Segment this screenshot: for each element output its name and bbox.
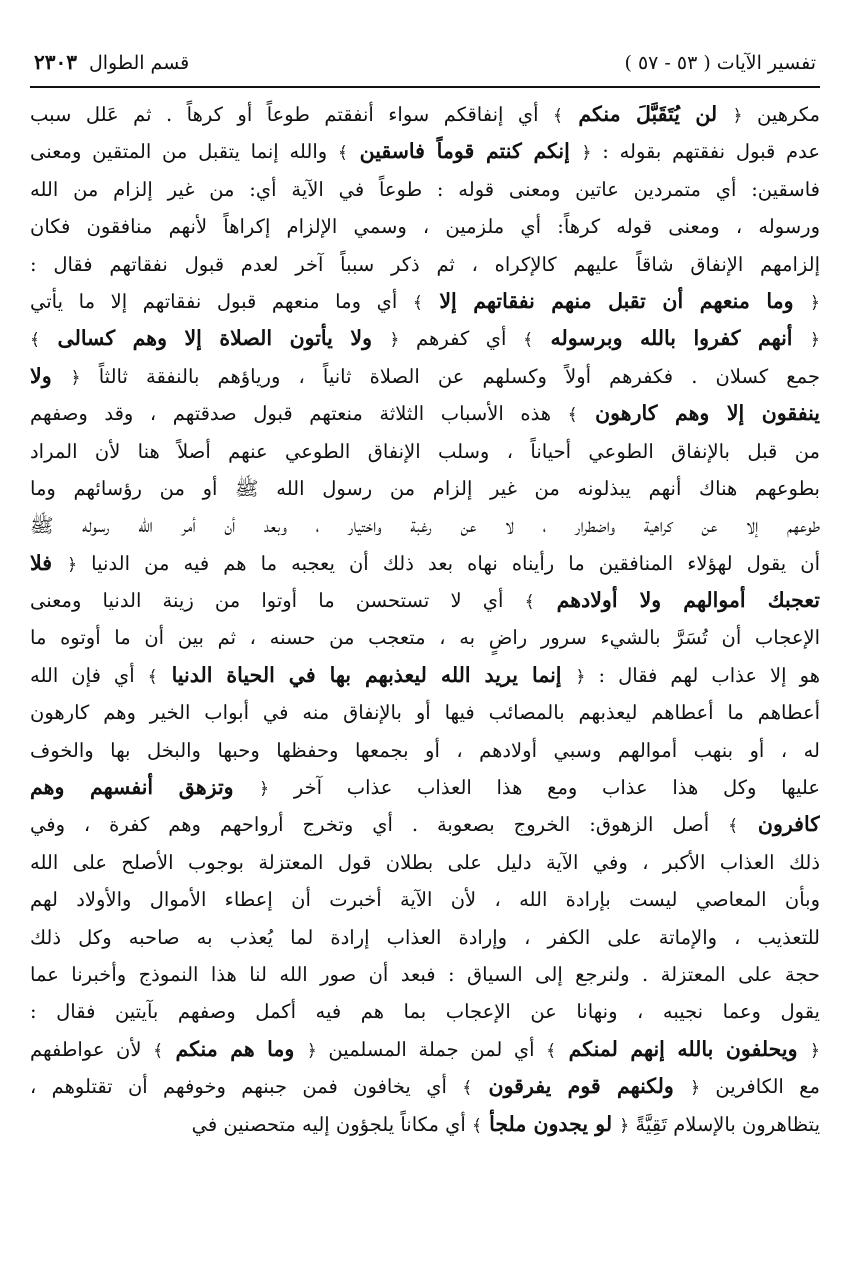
commentary-segment: بطوعهم هناك أنهم يبذلونه من غير إلزام من رسول الله ﷺ أو من رؤسائهم وما [30,476,820,500]
section-title: قسم الطوال [88,52,190,74]
commentary-segment: عدم قبول نفقتهم بقوله : [591,140,820,164]
commentary-segment: هذه الأسباب الثلاثة منعتهم قبول صدقتهم ، وقد وصفهم [30,402,568,426]
commentary-segment: مع الكافرين [700,1075,820,1099]
ornate-bracket: ﴿ [67,554,78,575]
page-number: ٢٣٠٣ [34,50,77,74]
text-line [30,806,820,843]
ornate-bracket: ﴾ [412,292,423,313]
quran-quote: لو يجدون ملجأ [481,1111,620,1136]
commentary-segment: لأن عواطفهم [30,1037,154,1061]
commentary-segment: والله إنما يتقبل من المتقين ومعنى [30,140,338,164]
running-title: تفسير الآيات ( ٥٣ - ٥٧ ) [624,52,816,74]
quran-quote: وما منعهم أن تقبل منهم نفقاتهم إلا [422,288,811,313]
ornate-bracket: ﴾ [553,106,564,126]
text-line [30,993,820,1030]
commentary-segment: أصل الزهوق: الخروج بصعوبة . أي وتخرج أرواحهم وهم كفرة ، وفي [30,813,729,837]
ornate-bracket: ﴾ [523,330,534,351]
text-line [30,844,820,881]
ornate-bracket: ﴾ [153,1040,164,1061]
text-line [30,1031,820,1068]
text-line [30,433,820,470]
commentary-segment: أي وما منعهم قبول نفقاتهم إلا ما يأتي [30,289,413,313]
quran-quote: وما هم منكم [163,1036,307,1061]
ornate-bracket: ﴿ [259,779,270,800]
text-line [30,470,820,507]
ornate-bracket: ﴾ [546,1040,557,1061]
text-line [30,358,820,395]
commentary-segment: مكرهين [742,103,820,126]
ornate-bracket: ﴿ [389,330,400,351]
ornate-bracket: ﴿ [732,106,743,126]
quran-quote: إنكم كنتم قوماً فاسقين [347,139,582,164]
text-line [30,545,820,582]
ornate-bracket: ﴾ [567,405,578,426]
text-line [30,133,820,170]
commentary-segment: للتعذيب ، والإماتة على الكفر ، وإرادة العذاب إرادة لما يُعذب به صاحبه وكل ذلك [30,925,820,949]
text-line [30,732,820,769]
commentary-segment: يقول وعما نجيبه ، ونهانا عن الإعجاب بما هم فيه أكمل وصفهم بآيتين فقال : [30,1000,820,1024]
ornate-bracket: ﴾ [471,1115,482,1136]
ornate-bracket: ﴾ [30,330,40,351]
quran-quote: وتزهق أنفسهم وهم [30,775,260,800]
text-line [30,507,820,544]
header-divider [30,86,820,88]
commentary-segment: أي كفرهم [399,327,524,351]
quran-quote: ولا [30,363,71,388]
commentary-segment: ورسوله ، ومعنى قوله كرهاً: أي ملزمين ، وسمي الإلزام إكراهاً لأنهم منافقون فكان [30,215,820,239]
commentary-segment: يتظاهرون بالإسلام تَقِيَّةً [629,1112,820,1136]
commentary-segment: أي مكاناً يلجؤون إليه متحصنين في [191,1112,472,1136]
commentary-segment: حجة على المعتزلة . ولنرجع إلى السياق : فبعد أن صور الله لنا هذا النموذج وأخبرنا عما [30,962,820,986]
ornate-bracket: ﴿ [810,330,820,351]
commentary-segment: هو إلا عذاب لهم فقال : [585,663,820,687]
commentary-segment: أي إنفاقكم سواء أنفقتم طوعاً أو كرهاً . ثم عَلل سبب [30,103,554,126]
quran-quote: أنهم كفروا بالله وبرسوله [533,326,811,351]
text-line [30,956,820,993]
ornate-bracket: ﴾ [524,592,535,613]
quran-quote: ولكنهم قوم يفرقون [472,1074,691,1099]
text-line [30,1068,820,1105]
commentary-segment: أي فإن الله [30,663,148,687]
commentary-segment: عليها وكل هذا عذاب ومع هذا العذاب عذاب آخر [269,776,820,800]
header-left-group [34,50,189,74]
quran-quote: ولا يأتون الصلاة إلا وهم كسالى [39,326,390,351]
ornate-bracket: ﴾ [462,1078,473,1099]
ornate-bracket: ﴾ [337,143,348,164]
book-page [30,50,820,1250]
commentary-segment: وبأن المعاصي ليست بإرادة الله ، لأن الآية أخبرت أن إعطاء الأموال والأولاد لهم [30,888,820,912]
commentary-segment: ذلك العذاب الأكبر ، وفي الآية دليل على بطلان قول المعتزلة بوجوب الأصلح على الله [30,850,820,874]
text-line [30,619,820,656]
text-line [30,171,820,208]
ornate-bracket: ﴿ [810,1040,820,1061]
quran-quote: لن يُتَقَبَّلَ منكم [563,102,733,126]
commentary-segment: له ، أو بنهب أموالهم وسبي أولادهم ، أو بجمعها وحفظها وحبها والبخل بها والخوف [30,738,820,762]
text-line [30,395,820,432]
page-header [30,50,820,80]
text-line [30,919,820,956]
commentary-segment: أعطاهم ما أعطاهم ليعذبهم بالمصائب فيها أو بالإنفاق منه في أبواب الخير وهم كارهون [30,701,820,725]
commentary-segment: أن يقول لهؤلاء المنافقين ما رأيناه نهاه بعد ذلك أن يعجبه ما هم فيه من الدنيا [77,551,820,575]
quran-quote: تعجبك أموالهم ولا أولادهم [534,588,820,613]
ornate-bracket: ﴾ [147,666,158,687]
commentary-segment: جمع كسلان . فكفرهم أولاً وكسلهم عن الصلاة ثانياً ، ورياؤهم بالنفقة ثالثاً [80,364,820,388]
quran-quote: ويحلفون بالله إنهم لمنكم [556,1036,811,1061]
ornate-bracket: ﴿ [581,143,592,164]
quran-quote: كافرون [738,812,820,837]
commentary-segment: إلزامهم الإنفاق شاقاً عليهم كالإكراه ، ثم ذكر سبباً آخر لعدم قبول نفقاتهم فقال : [30,252,820,276]
text-line [30,208,820,245]
ornate-bracket: ﴿ [810,292,820,313]
commentary-segment: الإعجاب أن تُسَرَّ بالشيء سرور راضٍ به ، متعجب من حسنه ، ثم بين أن ما أوتوه ما [30,626,820,650]
quran-quote: فلا [30,550,68,575]
commentary-segment: من قبل بالإنفاق الطوعي أحياناً ، وسلب الإنفاق الطوعي عنهم أصلاً هنا لأن المراد [30,439,820,463]
commentary-segment: أي لا تستحسن ما أوتوا من زينة الدنيا ومعنى [30,589,525,613]
ornate-bracket: ﴿ [306,1040,317,1061]
ornate-bracket: ﴿ [575,666,586,687]
commentary-text [30,96,820,1143]
quran-quote: إنما يريد الله ليعذبهم بها في الحياة الدنيا [157,662,576,687]
text-line [30,582,820,619]
commentary-segment: أي يخافون فمن جبنهم وخوفهم أن تقتلوهم ، [30,1075,463,1099]
text-line [30,96,820,133]
ornate-bracket: ﴿ [690,1078,701,1099]
ornate-bracket: ﴾ [728,816,739,837]
commentary-segment: فاسقين: أي متمردين عاتين ومعنى قوله : طوعاً في الآية أي: من غير إلزام من الله [30,177,820,201]
text-line [30,320,820,357]
commentary-segment: طوعهم إلا عن كراهية واضطرار ، لا عن رغبة واختيار ، وبعد أن أمر الله رسوله ﷺ [30,514,820,538]
text-line [30,694,820,731]
ornate-bracket: ﴿ [70,367,81,388]
text-line [30,283,820,320]
ornate-bracket: ﴿ [619,1115,630,1136]
quran-quote: ينفقون إلا وهم كارهون [577,401,820,426]
text-line [30,1106,820,1143]
text-line [30,881,820,918]
text-line [30,657,820,694]
text-line [30,769,820,806]
text-line [30,246,820,283]
commentary-segment: أي لمن جملة المسلمين [316,1037,547,1061]
